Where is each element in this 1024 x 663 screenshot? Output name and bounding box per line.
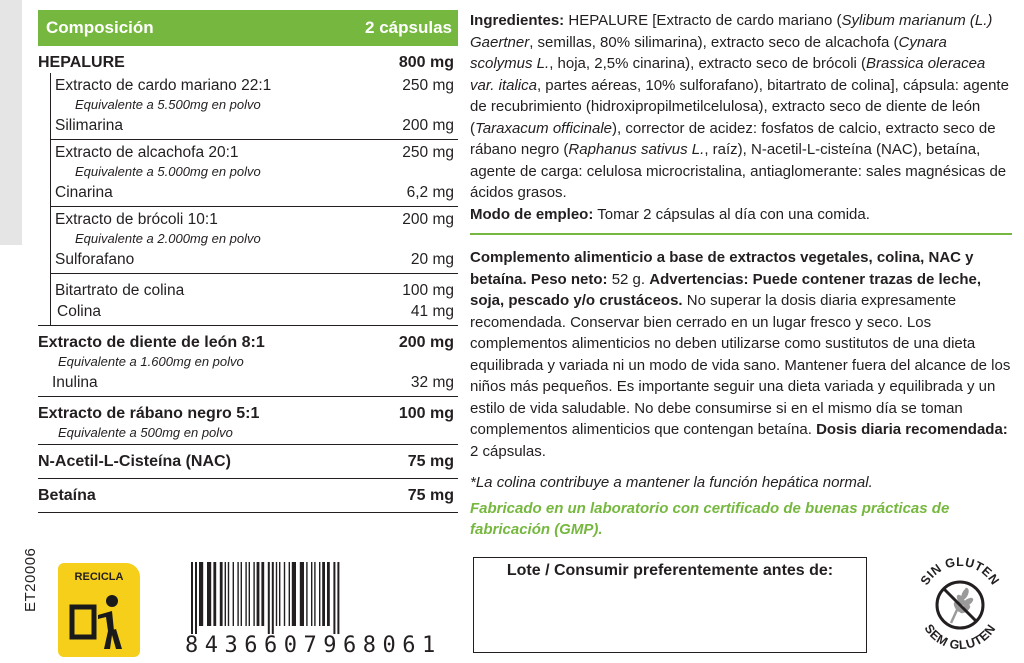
alcachofa-name: Extracto de alcachofa 20:1 [55,144,239,161]
alcachofa-group [50,140,458,207]
nac-group [38,445,458,479]
cardo-amount: 250 mg [402,77,454,94]
rabano-group [38,397,458,445]
colina-name: Bitartrato de colina [55,282,185,299]
recycle-bin-icon [68,593,130,651]
usage-label: Modo de empleo: [470,205,594,223]
dose-header: 2 cápsulas [365,18,452,37]
recycle-label: RECICLA [74,571,124,583]
betaina-name: Betaína [38,486,96,504]
barcode-guard-bar [268,562,270,634]
barcode-bar [245,562,246,626]
betaina-group [38,479,458,513]
lot-expiry-box [473,557,867,653]
hepalure-row: HEPALURE 800 mg [38,54,454,71]
barcode-bar [314,562,315,626]
barcode-bar [261,562,264,626]
barcode-bar [228,562,229,626]
gluten-top-text: SIN GLUTEN [917,554,1003,588]
sulforafano-label: Sulforafano [55,251,135,268]
gluten-bottom-text: SEM GLUTEN [921,621,999,653]
gluten-free-badge [905,548,1015,658]
sku-code: ET20006 [22,547,39,612]
usage-paragraph [470,204,1012,226]
rabano-amount: 100 mg [398,404,454,422]
silimarina-label: Silimarina [55,117,124,134]
silimarina-amount: 200 mg [402,117,454,134]
sulforafano-amount: 20 mg [410,251,454,268]
composition-table [38,10,458,513]
barcode-bar [207,562,211,626]
diente-equiv: Equivalente a 1.600mg en polvo [58,353,244,369]
barcode-digits: 8436607968061 [185,633,442,658]
barcode-bar [199,562,203,626]
health-claim: *La colina contribuye a mantener la función hepática normal. [470,474,873,491]
barcode-bar [241,562,242,626]
cardo-name: Extracto de cardo mariano 22:1 [55,77,272,94]
barcode-guard-bar [195,562,197,634]
barcode-bar [253,562,254,626]
diente-amount: 200 mg [398,333,454,351]
colina-amount: 100 mg [402,282,454,299]
ingredients-paragraph: Ingredientes: HEPALURE [Extracto de cardo mariano (Sylibum marianum (L.) Gaertner, semillas, 80% silimarina), extracto seco de alcachofa (Cynara scolymus L., hoja, 2,5% cinarina), extracto seco de brócoli (Brassica oleracea var. italica, partes aéreas, 10% sulforafano), bitartrato de colina], cápsula: agente de recubrimiento (hidroxipropilmetilcelulosa), extracto seco de diente de león (Taraxacum officinale), corrector de acidez: fosfatos de calcio, extracto seco de rábano negro (Raphanus sativus L., raíz), N-acetil-L-cisteína (NAC), betaína, agente de carga: celulosa microcristalina, antiaglomerante: sales magnésicas de ácidos grasos. [470,12,1009,201]
recycle-badge [58,563,140,657]
cardo-equiv: Equivalente a 5.500mg en polvo [75,97,261,112]
barcode-bar [300,562,304,626]
barcode-guard-bar [337,562,339,634]
cardo-group [50,73,458,140]
barcode-bar [249,562,250,626]
section-divider [470,233,1012,235]
rabano-equiv: Equivalente a 500mg en polvo [58,424,233,440]
colina-marker-label: Colina [57,303,101,320]
barcode-bars [185,562,455,634]
label-text-column [470,10,1012,541]
barcode-bar [237,562,238,626]
lot-label: Lote / Consumir preferentemente antes de: [506,562,834,579]
brocoli-group [50,207,458,274]
alcachofa-amount: 250 mg [402,144,454,161]
inulina-amount: 32 mg [410,373,454,391]
crossed-wheat-icon [937,582,983,628]
brocoli-name: Extracto de brócoli 10:1 [55,211,218,228]
barcode-bar [257,562,260,626]
colina-group [50,274,458,326]
diente-group [38,325,458,397]
barcode-bar [213,562,216,626]
brocoli-equiv: Equivalente a 2.000mg en polvo [75,231,261,246]
barcode-bar [319,562,320,626]
hepalure-block [38,52,458,326]
barcode-bar [289,562,290,626]
usage-text: Tomar 2 cápsulas al día con una comida. [593,205,870,223]
barcode-bar [292,562,296,626]
composition-title: Composición [46,18,154,37]
barcode-guard-bar [191,562,193,634]
colina-marker-amount: 41 mg [410,303,454,320]
cinarina-amount: 6,2 mg [406,184,454,201]
brocoli-amount: 200 mg [402,211,454,228]
rabano-name: Extracto de rábano negro 5:1 [38,404,260,422]
betaina-amount: 75 mg [407,486,454,504]
diente-name: Extracto de diente de león 8:1 [38,333,265,351]
barcode-bar [220,562,223,626]
barcode-bar [276,562,277,626]
barcode-bar [327,562,330,626]
ingredients-label: Ingredientes: [470,12,565,29]
cinarina-label: Cinarina [55,184,113,201]
info-paragraph: Complemento alimenticio a base de extractos vegetales, colina, NAC y betaína. Peso neto: 52 g. Advertencias: Puede contener trazas de leche, soja, pescado y/o crustáceos. No superar la dosis diaria expresamente recomendada. Conservar bien cerrado en un lugar fresco y seco. Los complementos alimenticios no deben utilizarse como sustitutos de una dieta equilibrada y variada ni un modo de vida sano. Mantener fuera del alcance de los niños más pequeños. Es importante seguir una dieta variada y equilibrada y un estilo de vida saludable. No debe consumirse si en el mismo día se toman complementos alimenticios que contengan betaína. Dosis diaria recomendada: 2 cápsulas. [470,249,1011,460]
composition-header [38,10,458,46]
barcode-bar [311,562,312,626]
barcode-bar [306,562,307,626]
barcode-bar [284,562,285,626]
gmp-statement: Fabricado en un laboratorio con certificado de buenas prácticas de fabricación (GMP). [470,499,950,538]
barcode-bar [279,562,280,626]
barcode-bar [225,562,226,626]
barcode [185,562,455,658]
barcode-bar [233,562,234,626]
nac-name: N-Acetil-L-Cisteína (NAC) [38,452,231,470]
alcachofa-equiv: Equivalente a 5.000mg en polvo [75,164,261,179]
barcode-guard-bar [272,562,274,634]
barcode-guard-bar [333,562,335,634]
inulina-label: Inulina [52,373,98,391]
side-edge-bar [0,0,22,245]
nac-amount: 75 mg [407,452,454,470]
barcode-bar [322,562,325,626]
